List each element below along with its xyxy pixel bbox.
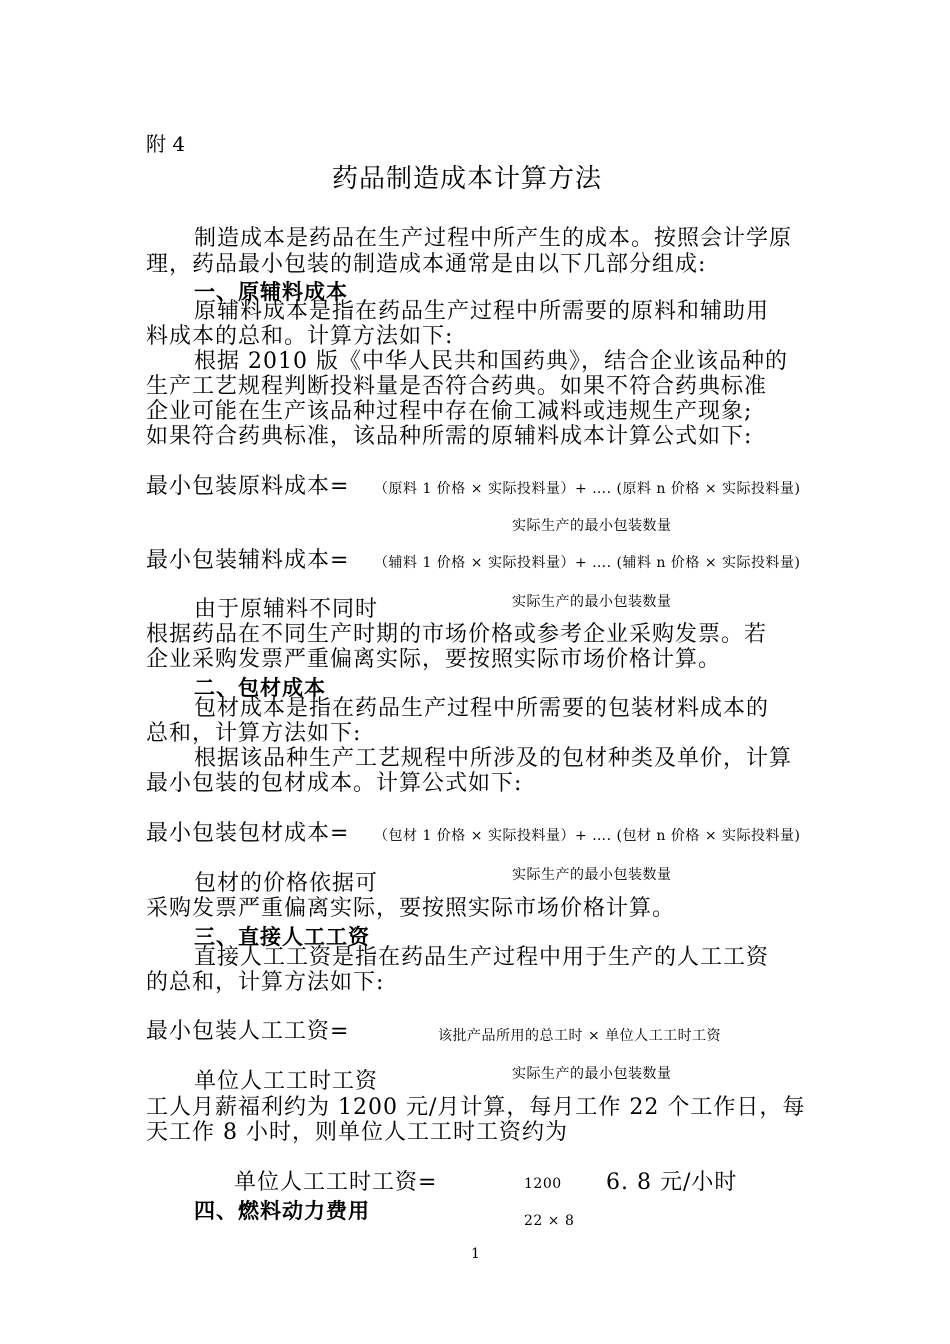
section-3-after-line-2: 工人月薪福利约为 1200 元/月计算，每月工作 22 个工作日，每 (146, 1095, 806, 1120)
section-1-line-3: 根据 2010 版《中华人民共和国药典》，结合企业该品种的 (194, 349, 788, 374)
section-1-line-5: 企业可能在生产该品种过程中存在偷工减料或违规生产现象; (146, 399, 753, 424)
formula-labor-numerator: 该批产品所用的总工时 × 单位人工工时工资 (438, 1028, 722, 1044)
wage-formula-denominator: 22 × 8 (524, 1213, 575, 1229)
formula-packaging-label: 最小包装包材成本= (146, 821, 350, 846)
section-1-line-6: 如果符合药典标准，该品种所需的原辅料成本计算公式如下: (146, 424, 753, 449)
formula-auxiliary-label: 最小包装辅料成本= (146, 548, 350, 573)
annex-label: 附 4 (146, 132, 186, 156)
section-2-heading: 二、包材成本 (194, 676, 326, 700)
section-1-line-1: 原辅料成本是指在药品生产过程中所需要的原料和辅助用 (194, 299, 770, 324)
formula-auxiliary-numerator: （辅料 1 价格 × 实际投料量）+ …. (辅料 n 价格 × 实际投料量) (374, 555, 801, 571)
page-number: 1 (471, 1246, 480, 1262)
formula-packaging-numerator: （包材 1 价格 × 实际投料量）+ …. (包材 n 价格 × 实际投料量) (374, 828, 801, 844)
section-3-line-1: 直接人工工资是指在药品生产过程中用于生产的人工工资 (194, 945, 770, 970)
intro-line-2: 理，药品最小包装的制造成本通常是由以下几部分组成: (146, 252, 707, 277)
section-3-heading: 三、直接人工工资 (194, 925, 370, 949)
formula-raw-material-denominator: 实际生产的最小包装数量 (512, 518, 672, 534)
section-2-line-3: 根据该品种生产工艺规程中所涉及的包材种类及单价，计算 (194, 746, 793, 771)
section-2-after-line-1: 包材的价格依据可 (194, 871, 379, 896)
section-3-after-line-3: 天工作 8 小时，则单位人工工时工资约为 (146, 1120, 568, 1145)
formula-packaging-denominator: 实际生产的最小包装数量 (512, 867, 672, 883)
section-2-after-line-2: 采购发票严重偏离实际，要按照实际市场价格计算。 (146, 896, 676, 921)
section-3-line-2: 的总和，计算方法如下: (146, 970, 385, 995)
formula-labor-label: 最小包装人工工资= (146, 1019, 350, 1044)
section-1-after-line-2: 根据药品在不同生产时期的市场价格或参考企业采购发票。若 (146, 622, 768, 647)
section-2-line-4: 最小包装的包材成本。计算公式如下: (146, 771, 523, 796)
section-2-line-2: 总和，计算方法如下: (146, 721, 362, 746)
section-1-after-line-3: 企业采购发票严重偏离实际，要按照实际市场价格计算。 (146, 647, 722, 672)
formula-labor-denominator: 实际生产的最小包装数量 (512, 1066, 672, 1082)
section-1-heading: 一、原辅料成本 (194, 280, 348, 304)
section-2-line-1: 包材成本是指在药品生产过程中所需要的包装材料成本的 (194, 696, 770, 721)
formula-raw-material-label: 最小包装原料成本= (146, 474, 350, 499)
section-3-after-line-1: 单位人工工时工资 (194, 1069, 379, 1094)
wage-formula-result: 6. 8 元/小时 (606, 1170, 738, 1195)
page-title: 药品制造成本计算方法 (332, 164, 603, 194)
formula-auxiliary-denominator: 实际生产的最小包装数量 (512, 594, 672, 610)
section-1-after-line-1: 由于原辅料不同时 (194, 597, 379, 622)
section-1-line-2: 料成本的总和。计算方法如下: (146, 324, 454, 349)
intro-line-1: 制造成本是药品在生产过程中所产生的成本。按照会计学原 (194, 226, 793, 251)
section-1-line-4: 生产工艺规程判断投料量是否符合药典。如果不符合药典标准 (146, 374, 768, 399)
section-4-heading: 四、燃料动力费用 (194, 1199, 370, 1223)
formula-raw-material-numerator: （原料 1 价格 × 实际投料量）+ …. (原料 n 价格 × 实际投料量) (374, 481, 801, 497)
wage-formula-numerator: 1200 (524, 1176, 562, 1192)
wage-formula-label: 单位人工工时工资= (234, 1170, 438, 1195)
